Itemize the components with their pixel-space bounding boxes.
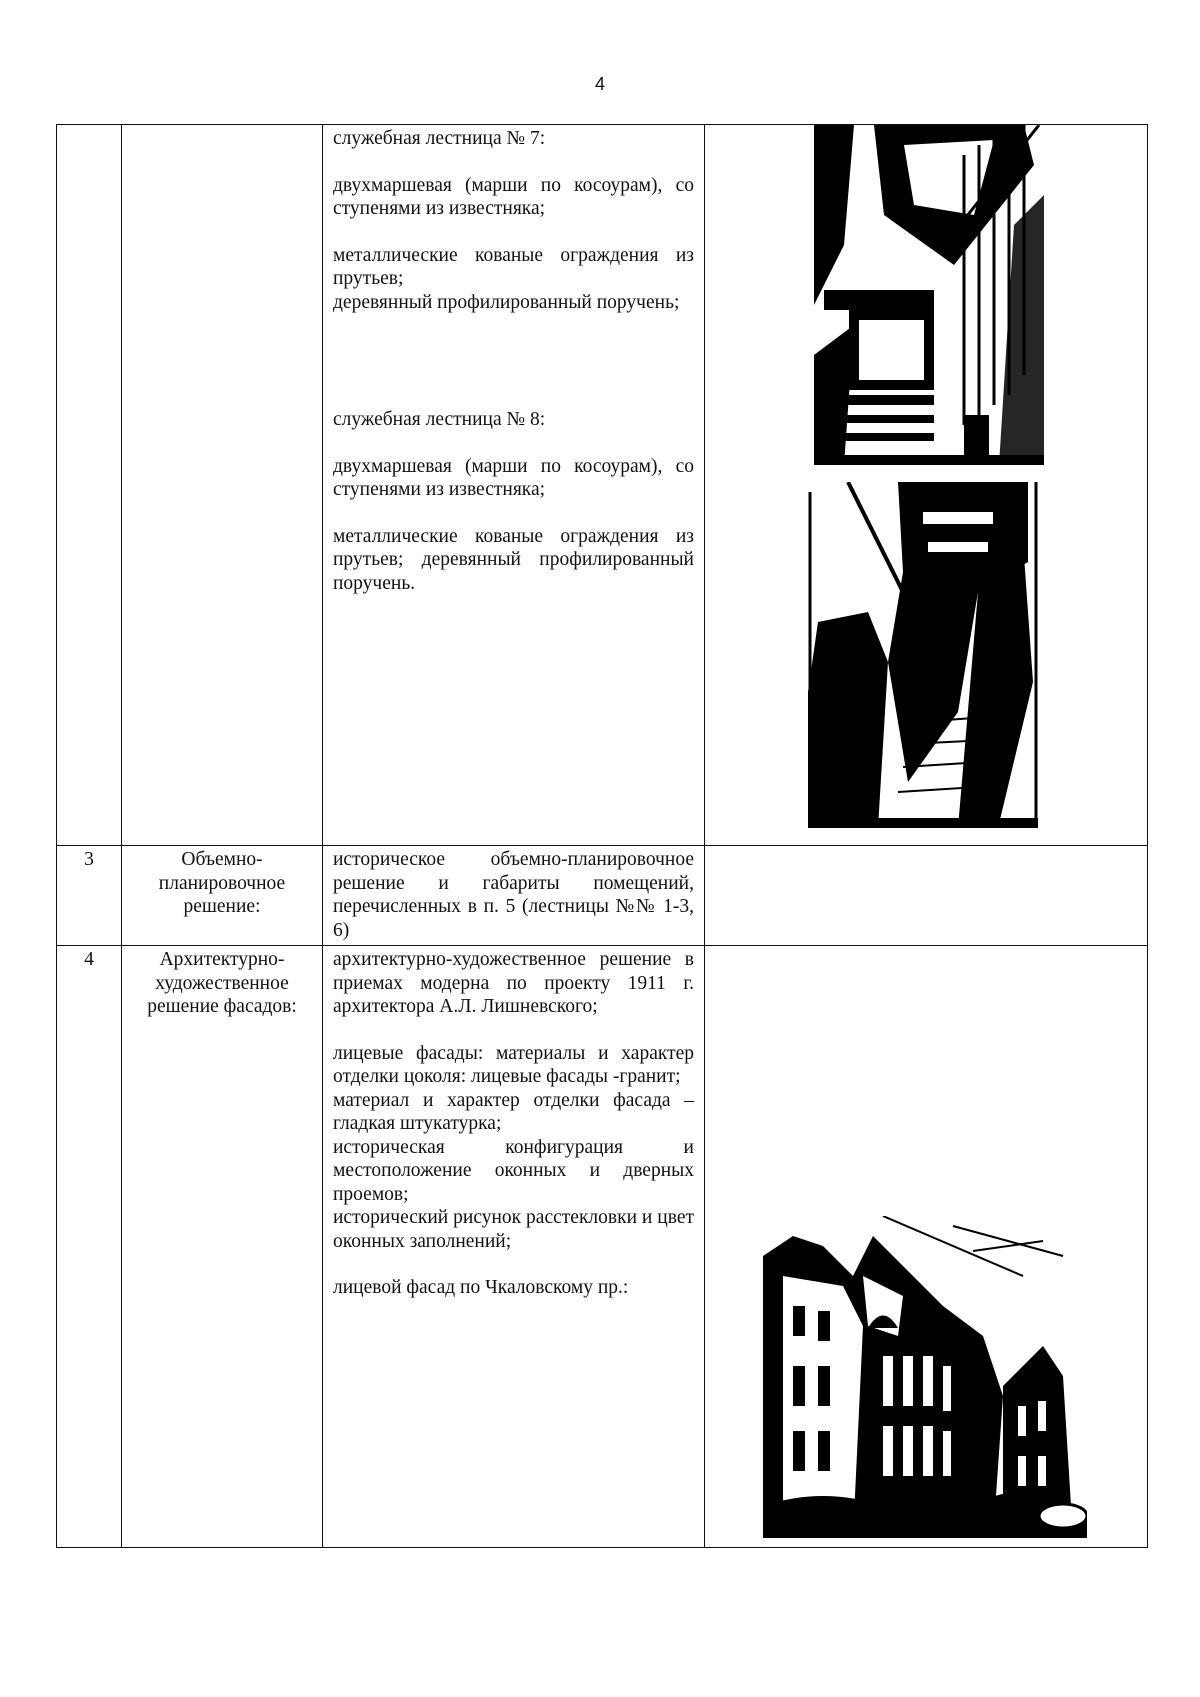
stair-7-construction: двухмаршевая (марши по косоурам), со ступенями из известняка; [333, 174, 694, 219]
row-name-cell [122, 125, 323, 846]
facade-finish: материал и характер отделки фасада – гладкая штукатурка; [333, 1089, 694, 1134]
row-number-cell: 3 [57, 846, 122, 946]
row-name-cell: Архитектурно-художественное решение фасадов: [122, 946, 323, 1548]
layout-description: историческое объемно-планировочное решение и габариты помещений, перечисленных в п. 5 (лестницы №№ 1-3, 6) [333, 849, 694, 941]
facade-openings: историческая конфигурация и местоположение оконных и дверных проемов; [333, 1136, 694, 1205]
stair-7-photo [814, 125, 1044, 465]
protection-table [56, 124, 1148, 1548]
page-number: 4 [594, 74, 605, 94]
stair-7-handrail: деревянный профилированный поручень; [333, 291, 680, 313]
facade-chkalovsky: лицевой фасад по Чкаловскому пр.: [333, 1277, 629, 1298]
row-description-cell [323, 846, 705, 946]
table-row [57, 125, 1148, 846]
facade-glazing: исторический рисунок расстекловки и цвет оконных заполнений; [333, 1207, 694, 1252]
facade-general: архитектурно-художественное решение в приемах модерна по проекту 1911 г. архитектора А.Л. Лишневского; [333, 949, 694, 1017]
table-row [57, 846, 1148, 946]
stair-8-photo [808, 482, 1038, 828]
row-photo-cell [705, 946, 1148, 1548]
row-description-cell [323, 125, 705, 846]
stair-7-railing: металлические кованые ограждения из прутьев; [333, 244, 694, 289]
row-photo-cell [705, 846, 1148, 946]
table-row [57, 946, 1148, 1548]
row-number-cell [57, 125, 122, 846]
stair-8-railing: металлические кованые ограждения из прутьев; деревянный профилированный поручень. [333, 525, 694, 594]
row-description-cell [323, 946, 705, 1548]
row-name-cell: Объемно-планировочное решение: [122, 846, 323, 946]
row-photo-cell [705, 125, 1148, 846]
row-number-cell: 4 [57, 946, 122, 1548]
stair-8-construction: двухмаршевая (марши по косоурам), со ступенями из известняка; [333, 455, 694, 500]
facade-photo [763, 1216, 1087, 1538]
stair-8-title: служебная лестница № 8: [333, 409, 546, 430]
stair-7-title: служебная лестница № 7: [333, 128, 546, 149]
facade-plinth: лицевые фасады: материалы и характер отделки цоколя: лицевые фасады -гранит; [333, 1042, 694, 1087]
